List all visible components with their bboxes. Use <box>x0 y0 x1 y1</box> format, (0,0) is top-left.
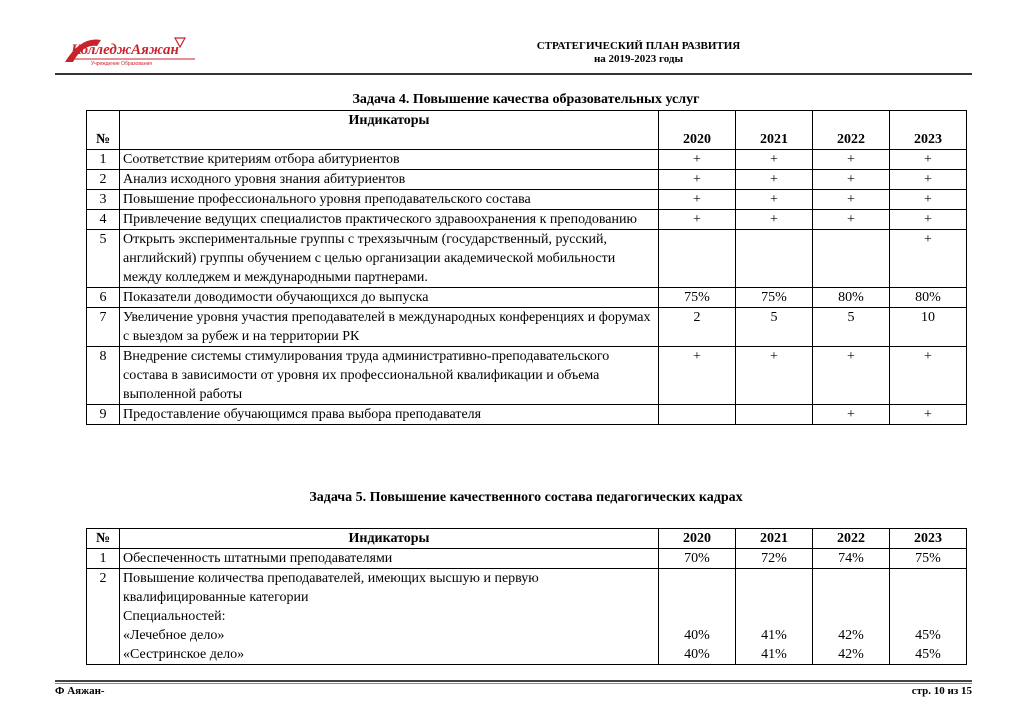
year-values <box>659 569 736 665</box>
year-value: 70% <box>659 549 736 569</box>
row-number: 8 <box>87 347 120 405</box>
table-row <box>87 210 967 230</box>
col-year-header: 2020 <box>659 111 736 150</box>
year-value: 42% <box>838 628 864 643</box>
col-number-header: № <box>87 111 120 150</box>
row-number: 2 <box>87 569 120 665</box>
year-value <box>659 230 736 288</box>
year-value: 75% <box>736 288 813 308</box>
year-value: + <box>659 150 736 170</box>
indicator-text: Предоставление обучающимся права выбора преподавателя <box>120 405 659 425</box>
table-header-row <box>87 529 967 549</box>
table-row <box>87 150 967 170</box>
indicator-text: Увеличение уровня участия преподавателей в международных конференциях и форумах с выездом за рубеж и на территории РК <box>120 308 659 347</box>
col-year-header: 2020 <box>659 529 736 549</box>
indicator-line: квалифицированные категории <box>123 590 309 605</box>
indicator-text: Внедрение системы стимулирования труда административно-преподавательского состава в зависимости от уровня их профессиональной квалификации и объема выполенной работы <box>120 347 659 405</box>
year-value: 40% <box>684 628 710 643</box>
year-value: 41% <box>761 647 787 662</box>
year-value: 5 <box>736 308 813 347</box>
year-value <box>736 230 813 288</box>
table-row <box>87 190 967 210</box>
table-row <box>87 308 967 347</box>
year-value: 42% <box>838 647 864 662</box>
year-value: + <box>890 230 967 288</box>
row-number: 3 <box>87 190 120 210</box>
header-divider <box>55 73 972 75</box>
year-value: + <box>890 190 967 210</box>
table-row <box>87 569 967 665</box>
year-value: 74% <box>813 549 890 569</box>
table-row <box>87 347 967 405</box>
year-value: 45% <box>915 647 941 662</box>
task4-caption: Задача 4. Повышение качества образовательных услуг <box>352 92 700 107</box>
year-value <box>813 230 890 288</box>
subtitle: на 2019-2023 годы <box>593 53 684 65</box>
year-value: + <box>813 405 890 425</box>
year-value: 45% <box>915 628 941 643</box>
year-value: + <box>890 170 967 190</box>
indicator-line: «Сестринское дело» <box>123 647 245 662</box>
year-value: 41% <box>761 628 787 643</box>
indicator-text: Анализ исходного уровня знания абитуриентов <box>120 170 659 190</box>
table-row <box>87 170 967 190</box>
page-header <box>55 30 972 74</box>
row-number: 1 <box>87 549 120 569</box>
year-value: 75% <box>659 288 736 308</box>
indicator-text: Соответствие критериям отбора абитуриентов <box>120 150 659 170</box>
row-number: 4 <box>87 210 120 230</box>
col-number-header: № <box>87 529 120 549</box>
year-value: + <box>890 150 967 170</box>
indicator-line: Повышение количества преподавателей, имеющих высшую и первую <box>123 571 539 586</box>
row-number: 1 <box>87 150 120 170</box>
year-value: + <box>813 150 890 170</box>
row-number: 9 <box>87 405 120 425</box>
year-value: + <box>736 170 813 190</box>
indicator-text: Повышение профессионального уровня преподавательского состава <box>120 190 659 210</box>
col-year-header: 2023 <box>890 529 967 549</box>
table-header-row <box>87 111 967 150</box>
year-value: + <box>813 210 890 230</box>
col-year-header: 2022 <box>813 529 890 549</box>
year-value: + <box>890 210 967 230</box>
year-value: + <box>736 210 813 230</box>
row-number: 7 <box>87 308 120 347</box>
year-value: 72% <box>736 549 813 569</box>
col-year-header: 2022 <box>813 111 890 150</box>
year-value: + <box>659 347 736 405</box>
year-value: + <box>813 170 890 190</box>
table-row <box>87 549 967 569</box>
footer-divider <box>55 680 972 682</box>
indicator-line: «Лечебное дело» <box>123 628 225 643</box>
col-indicators-header: Индикаторы <box>120 111 659 150</box>
year-value: 80% <box>890 288 967 308</box>
svg-text:Учреждение Образования: Учреждение Образования <box>91 61 152 67</box>
task4-table <box>86 110 967 425</box>
col-year-header: 2021 <box>736 111 813 150</box>
year-value <box>659 405 736 425</box>
year-value: 40% <box>684 647 710 662</box>
indicator-text: Открыть экспериментальные группы с трехязычным (государственный, русский, английский) группы обучением с целью организации академической мобильности между колледжем и международными партнерами. <box>120 230 659 288</box>
year-value: + <box>659 190 736 210</box>
table-row <box>87 230 967 288</box>
row-number: 5 <box>87 230 120 288</box>
indicator-line: Специальностей: <box>123 609 226 624</box>
col-year-header: 2023 <box>890 111 967 150</box>
year-value: 10 <box>890 308 967 347</box>
year-value: + <box>890 405 967 425</box>
title: СТРАТЕГИЧЕСКИЙ ПЛАН РАЗВИТИЯ <box>536 40 741 52</box>
year-value: 75% <box>890 549 967 569</box>
year-values <box>736 569 813 665</box>
year-value: 2 <box>659 308 736 347</box>
year-value: + <box>659 170 736 190</box>
table-row <box>87 288 967 308</box>
indicator-text: Обеспеченность штатными преподавателями <box>120 549 659 569</box>
indicator-text: Показатели доводимости обучающихся до выпуска <box>120 288 659 308</box>
year-values <box>813 569 890 665</box>
year-value: 5 <box>813 308 890 347</box>
year-value: + <box>736 347 813 405</box>
indicator-text: Привлечение ведущих специалистов практического здравоохранения к преподованию <box>120 210 659 230</box>
row-number: 6 <box>87 288 120 308</box>
footer-doc-code: Ф Аяжан- <box>55 685 105 697</box>
page-number: стр. 10 из 15 <box>911 685 972 697</box>
year-value: + <box>813 190 890 210</box>
task5-table <box>86 528 967 665</box>
indicator-text <box>120 569 659 665</box>
footer-divider-thin <box>55 683 972 684</box>
row-number: 2 <box>87 170 120 190</box>
svg-text:КолледжАяжан: КолледжАяжан <box>71 42 179 58</box>
year-value <box>736 405 813 425</box>
year-value: + <box>813 347 890 405</box>
year-values <box>890 569 967 665</box>
col-indicators-header: Индикаторы <box>120 529 659 549</box>
year-value: + <box>736 150 813 170</box>
year-value: + <box>890 347 967 405</box>
year-value: + <box>736 190 813 210</box>
document-title <box>55 40 972 66</box>
task5-caption: Задача 5. Повышение качественного состава педагогических кадрах <box>309 490 743 505</box>
col-year-header: 2021 <box>736 529 813 549</box>
year-value: + <box>659 210 736 230</box>
year-value: 80% <box>813 288 890 308</box>
table-row <box>87 405 967 425</box>
